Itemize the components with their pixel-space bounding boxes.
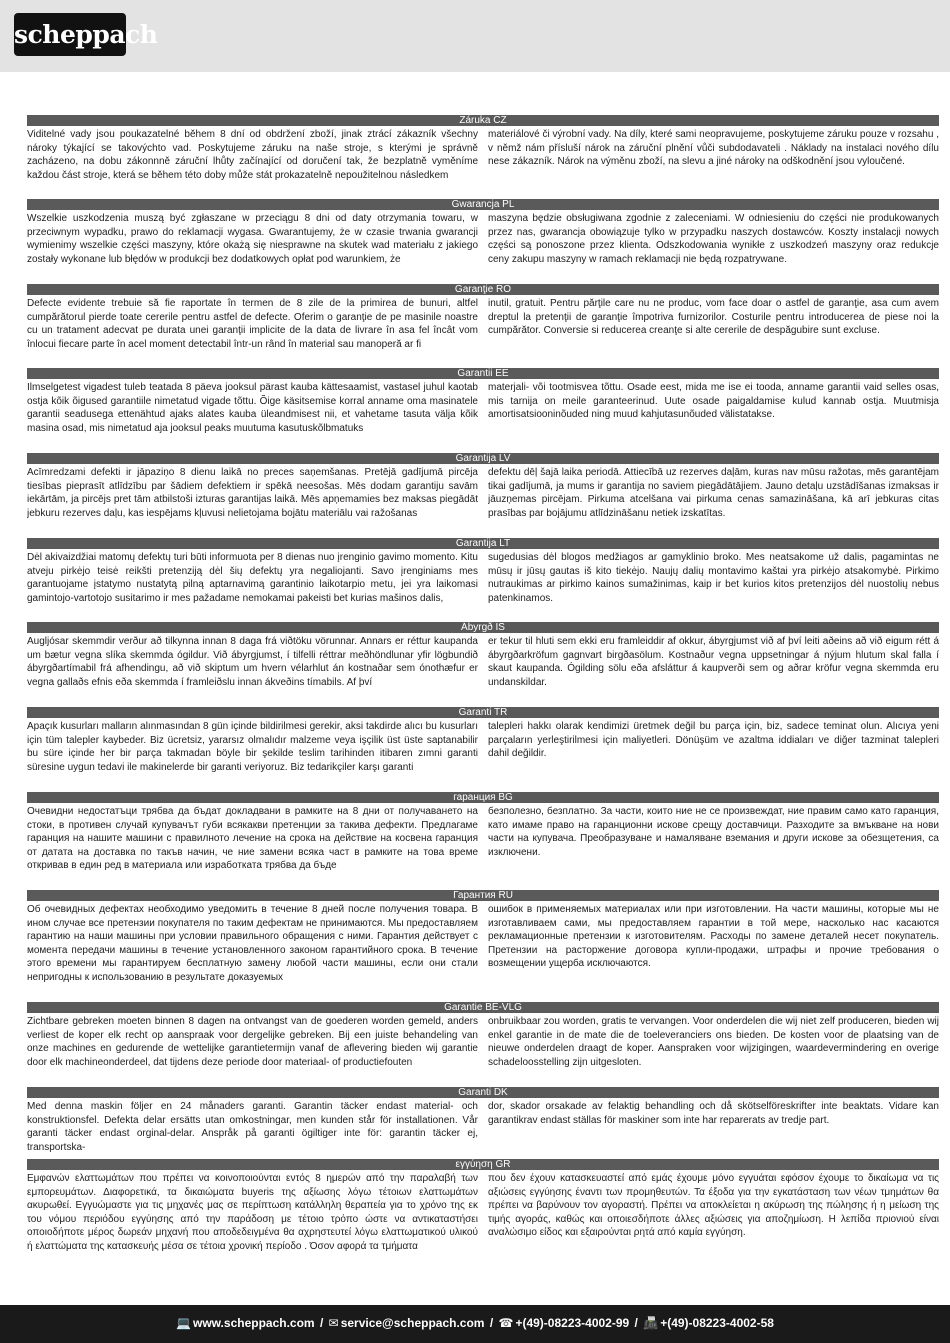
section-text-left: Defecte evidente trebuie să fie raportate în termen de 8 zile de la primirea de bunuri, altfel cumpărătorul pierde toate cererile pentru astfel de defecte. Oferim o garanţie de pe masinile noastre cu un tratament adecvat pe durata unei garanţii implicite de la data de livrare în asa fel încât vom înlocui fiecare parte în acel moment detectabil într-un rând în material sau manoperă ar fi — [27, 298, 478, 350]
section-text-right: talepleri hakkı olarak kendimizi üretmek değil bu parça için, biz, sadece teminat olun. Alıcıya yeni parçaların yerleştirilmesi için maliyetleri. Dönüşüm ve azaltma iddiaları ve diğer tazminat talepleri dahil değildir. — [488, 721, 939, 759]
section-text-right: inutil, gratuit. Pentru părţile care nu ne produc, vom face doar o astfel de garanţie, asa cum avem dreptul la pretenţii de garanţie împotriva furnizorilor. Costurile pentru introducerea de piese noi la cumpărător. Conversie si reducerea creanţe si alte cererile de despăgubire sunt excluse. — [488, 298, 939, 336]
section-text-left: Очевидни недостатъци трябва да бъдат докладвани в рамките на 8 дни от получаването на стоки, в противен случай купувачът губи всякакви претенции за такива дефекти. Предлагаме гаранция на нашите машини с правилното лечение на срока на действие на косвена гаранция от датата на доставка по такъв начин, че ние замени всяка част в рамките на това време откривав в един ред в материала или изработката трябва да бъде — [27, 806, 478, 871]
section-title: Garantija LT — [27, 538, 939, 549]
section-text-left: Wszelkie uszkodzenia muszą być zgłaszane w przeciągu 8 dni od daty otrzymania towaru, w przeciwnym wypadku, prawo do reklamacji wygasa. Gwarantujemy, że w czasie trwania gwarancji wymienimy wszelkie części maszyny, które okażą się niesprawne na skutek wad materiału z jakiego zostały wykonane lub błędów w produkcji bez dodatkowych opłat pod warunkiem, że — [27, 213, 478, 265]
section-text-right: er tekur til hluti sem ekki eru framleiddir af okkur, ábyrgjumst við af því leiti aðeins að við eigum rétt á ábyrgðarkröfum gagnvart birgðasölum. Kostnaður vegna uppsetningar á nýjum hlutum skal falla í skaut kaupanda. Ógilding sölu eða afsláttur á kaupverði sem og aðrar kröfur vegna skemmda eru undanskildar. — [488, 636, 939, 688]
separator: / — [489, 1316, 494, 1330]
section-text-right: που δεν έχουν κατασκευαστεί από εμάς έχουμε μόνο εγγυάται εφόσον έχουμε το δικαίωμα να τις αξιώσεις εγγύησης έναντι των προμηθευτών. Τα έξοδα για την εγκατάσταση των νέων τμημάτων θα πρέπει να βαρύνουν τον αγοραστή. Πρέπει να αποκλείεται η ακύρωση της πώλησης ή η μείωση της τιμής αγοράς, καθώς και οποιεσδήποτε άλλες αξιώσεις για αποζημίωση. Η λεπίδα πριονιού είναι αναλώσιμο είδος και εξαιρούνται ρητά από καμία εγγύηση. — [488, 1173, 939, 1238]
section-title: Гарантия RU — [27, 890, 939, 901]
warranty-section-cz — [27, 115, 939, 182]
warranty-section-pl — [27, 199, 939, 266]
section-text-left: Ilmselgetest vigadest tuleb teatada 8 päeva jooksul pärast kauba kättesaamist, vastasel juhul kaotab ostja kõik õigused garantiile nimetatud vigade tõttu. Õige käsitsemise korral anname oma masinatele garantii seadusega ettenähtud ajaks alates kauba üleandmisest nii, et vahetame tasuta välja kõik masina osad, mis nimetatud aja jooksul peaks muutuma kasutuskõlbmatuks — [27, 382, 478, 434]
warranty-section-lt — [27, 538, 939, 605]
warranty-section-dk — [27, 1087, 939, 1154]
scheppach-logo: scheppach — [14, 13, 126, 56]
section-text-right: onbruikbaar zou worden, gratis te vervangen. Voor onderdelen die wij niet zelf produceren, bieden wij enkel garantie in de mate die de toeleveranciers ons bieden. De kosten voor de plaatsing van de nieuwe onderdelen draagt de koper. Aanspraken voor wijzigingen, waardevermindering en overige schadeloosstelling zijn uitgesloten. — [488, 1016, 939, 1068]
section-text-left: Augljósar skemmdir verður að tilkynna innan 8 daga frá viðtöku vörunnar. Annars er réttur kaupanda um bætur vegna slíka skemmda ógildur. Við ábyrgjumst, í tilfelli réttrar meðhöndlunar yfir lögbundið ábyrgðartímabil frá afhendingu, að við skiptum um hvern vélarhlut án kostnaðar sem ónothæfur er vegna gallaðs efnis eða skemmda í framleiðslu innan ákveðins tímabils. Af því — [27, 636, 478, 688]
contact-footer — [0, 1305, 950, 1343]
section-text-right: maszyna będzie obsługiwana zgodnie z zaleceniami. W odniesieniu do części nie produkowanych przez nas, gwarancja obowiązuje tylko w przypadku naszych dostawców. Koszty instalacji nowych części są ponoszone przez klienta. Odszkodowania wynikłe z uszkodzeń maszyny oraz redukcje ceny zakupu maszyny w ramach reklamacji nie będą rozpatrywane. — [488, 213, 939, 265]
section-text-left: Viditelné vady jsou poukazatelné během 8 dní od obdržení zboží, jinak ztrácí zákazník všechny nároky týkající se takovýchto vad. Poskytujeme záruku na naše stroje, s kterými je správně zacházeno, na dobu zákonnně záruční lhůty začínající od doručení tak, že bezplatně vyměníme každou část stroje, která se během této doby může stát prokazatelně nepoužitelnou následkem — [27, 129, 478, 181]
section-title: Garantie BE-VLG — [27, 1002, 939, 1013]
section-text-left: Εμφανών ελαττωμάτων που πρέπει να κοινοποιούνται εντός 8 ημερών από την παραλαβή των εμπορευμάτων. Διαφορετικά, τα δικαιώματα buyeris της αξίωσης λόγω τέτοιων ελαττωμάτων ακυρωθεί. Εγγυώμαστε για τις μηχανές μας σε περίπτωση κατάλληλη θεραπεία για το χρόνο της εκ του νόμου περιόδου εγγύησης από την παράδοση με τέτοιο τρόπο ώστε να αντικαταστήσει οποιοδήποτε μέρος δωρεάν μηχανή που αποδεδειγμένα θα αχρηστευτεί λόγω ελαττωματικού υλικού ή ελαττώματα της κατασκευής μέσα σε τέτοια χρονική περίοδο . Όσον αφορά τα τμήματα — [27, 1173, 478, 1252]
fax-number: +(49)-08223-4002-58 — [660, 1316, 774, 1330]
section-text-right: defektu dēļ šajā laika periodā. Attiecībā uz rezerves daļām, kuras nav mūsu ražotas, mēs garantējam tikai gadījumā, ja mums ir garantija no saviem piegādātājiem. Jauno detaļu uzstādīšanas izmaksas ir jāuzņemas pircējam. Pirkuma atcelšana vai pirkuma cenas samazināšana, kā arī jebkuras citas prasības par bojājumu atlīdzināšanu netiek izskatītas. — [488, 467, 939, 519]
section-text-left: Apaçık kusurları malların alınmasından 8 gün içinde bildirilmesi gerekir, aksi takdirde alıcı bu kusurları için tüm talepler kaybeder. Biz ücretsiz, yararsız olmalıdır malzeme veya işçilik üst üste saptanabilir bu süre içinde her bir parça takmadan böyle bir şekilde teslim tarihinden itibaren zımni garanti süresine uygun tedavi ile makinelerde bir garanti veriyoruz. Biz tedarikçiler karşı garanti — [27, 721, 478, 773]
phone-icon: ☎ — [498, 1316, 514, 1330]
section-text-left: Zichtbare gebreken moeten binnen 8 dagen na ontvangst van de goederen worden gemeld, anders verliest de koper elk recht op aanspraak voor dergelijke gebreken. Bij een juiste behandeling van onze machines en gedurende de wettelijke garantietermijn vanaf de aflevering bieden wij garantie door elk machineonderdeel, dat tijdens deze periode door materiaal- of productiefouten — [27, 1016, 478, 1068]
section-title: Gwarancja PL — [27, 199, 939, 210]
section-text-right: materiálové či výrobní vady. Na díly, které sami neopravujeme, poskytujeme záruku pouze v rozsahu , v němž nám přísluší nárok na záruční plnění vůči subdodavateli . Náklady na instalaci nového dílu nese zákazník. Nárok na výměnu zboží, na slevu a jiné nároky na odškodnění jsou vyloučené. — [488, 129, 939, 167]
website-link[interactable]: www.scheppach.com — [193, 1316, 315, 1330]
section-text-left: Acīmredzami defekti ir jāpaziņo 8 dienu laikā no preces saņemšanas. Pretējā gadījumā pircēja tiesības pieprasīt atlīdzību par šādiem defektiem ir spēkā neesošas. Mēs dodam garantiju savām iekārtām, ja pircējs pret tām atbilstoši izturas garantijas laikā. Mēs apņemamies bez maksas piegādāt jebkuru rezerves daļu, kas iespējams kļuvusi nelietojama bojātu materiālu vai ražošanas — [27, 467, 478, 519]
warranty-section-gr — [27, 1159, 939, 1253]
warranty-section-be-vlg — [27, 1002, 939, 1069]
section-text-left: Об очевидных дефектах необходимо уведомить в течение 8 дней после получения товара. В ином случае все претензии покупателя по таким дефектам не принимаются. Мы предоставляем гарантию на наши машины при условии правильного обращения с ними. Гарантия действует с момента передачи машины в течение установленного законом гарантийного срока. В течение этого времени мы гарантируем бесплатную замену любой части машины, если они стали непригодны к использованию в результате доказуемых — [27, 904, 478, 983]
section-text-left: Med denna maskin följer en 24 månaders garanti. Garantin täcker endast material- och konstruktionsfel. Defekta delar ersätts utan omkostningar, men kunden står för installationen. Vår garanti täcker endast orginal-delar. Anspråk på garanti ögiltiger inte för: garantin täcker ej, transportska- — [27, 1101, 478, 1153]
warranty-section-is — [27, 622, 939, 689]
section-text-right: ошибок в применяемых материалах или при изготовлении. На части машины, которые мы не изготавливаем сами, мы предоставляем гарантии в той мере, насколько нас касаются рекламационные претензии к изготовителям. Расходы по замене деталей несет покупатель. Претензии на расторжение договора купли-продажи, штрафы и прочие требования о возмещении ущерба исключаются. — [488, 904, 939, 969]
section-text-right: безполезно, безплатно. За части, които ние не се произвеждат, ние правим само като гаранция, като имаме право на гаранционни искове срещу доставчици. Разходите за вмъкване на нови части на купувача. Преобразуване и намаляване вземания и други искове за обезщетения, са изключени. — [488, 806, 939, 858]
page-header — [0, 0, 950, 72]
section-text-right: materjali- või tootmisvea tõttu. Osade eest, mida me ise ei tooda, anname garantii vaid selles osas, mis tarnija on meile garanteerinud. Uute osade paigaldamise kulud kannab ostja. Muutmisja amortisatsiooninõuded ning muud kahjutasunõuded välistatakse. — [488, 382, 939, 420]
computer-icon: 💻 — [176, 1316, 191, 1330]
warranty-section-tr — [27, 707, 939, 774]
warranty-section-lv — [27, 453, 939, 520]
section-text-right: sugedusias dėl blogos medžiagos ar gamyklinio broko. Mes neatsakome už dalis, pagamintas ne mūsų ir jūsų gautas iš kito tiekėjo. Naujų dalių montavimo kaštai yra pirkėjo atsakomybė. Pirkimo nutraukimas ar pirkimo kainos sumažinimas, kaip ir bet kurios kitos pretenzijos dėl nuostolių nebus patenkinamos. — [488, 552, 939, 604]
phone-number[interactable]: +(49)-08223-4002-99 — [515, 1316, 630, 1330]
section-text-left: Dėl akivaizdžiai matomų defektų turi būti informuota per 8 dienas nuo įrenginio gavimo momento. Kitu atveju pirkėjo teisė reikšti pretenziją dėl šių defektų yra negaliojanti. Savo įrenginiams mes garantuojame įstatymo nustatytą pilną aptarnavimą garantinio laikotarpio metu, jei yra laikomasi gamintojo-vartotojo susitarimo ir mes pažadame nemokamai pakeisti bet kurias mašinos dalis, — [27, 552, 478, 604]
section-title: гаранция BG — [27, 792, 939, 803]
warranty-section-ru — [27, 890, 939, 984]
email-link[interactable]: service@scheppach.com — [340, 1316, 485, 1330]
section-text-right: dor, skador orsakade av felaktig behandling och då skötselföreskrifter inte beaktats. Vidare kan garantikrav endast ställas för maskiner som inte har reparerats av tredje part. — [488, 1101, 939, 1126]
section-title: Garantija LV — [27, 453, 939, 464]
section-title: Garanti DK — [27, 1087, 939, 1098]
section-title: Záruka CZ — [27, 115, 939, 126]
section-title: εγγύηση GR — [27, 1159, 939, 1170]
separator: / — [634, 1316, 638, 1330]
mail-icon: ✉ — [328, 1316, 339, 1330]
warranty-section-bg — [27, 792, 939, 873]
section-title: Garanţie RO — [27, 284, 939, 295]
section-title: Garantii EE — [27, 368, 939, 379]
section-title: Ábyrgð IS — [27, 622, 939, 633]
warranty-section-ee — [27, 368, 939, 435]
separator: / — [319, 1316, 324, 1330]
warranty-section-ro — [27, 284, 939, 351]
fax-icon: 📠 — [643, 1316, 659, 1330]
section-title: Garanti TR — [27, 707, 939, 718]
